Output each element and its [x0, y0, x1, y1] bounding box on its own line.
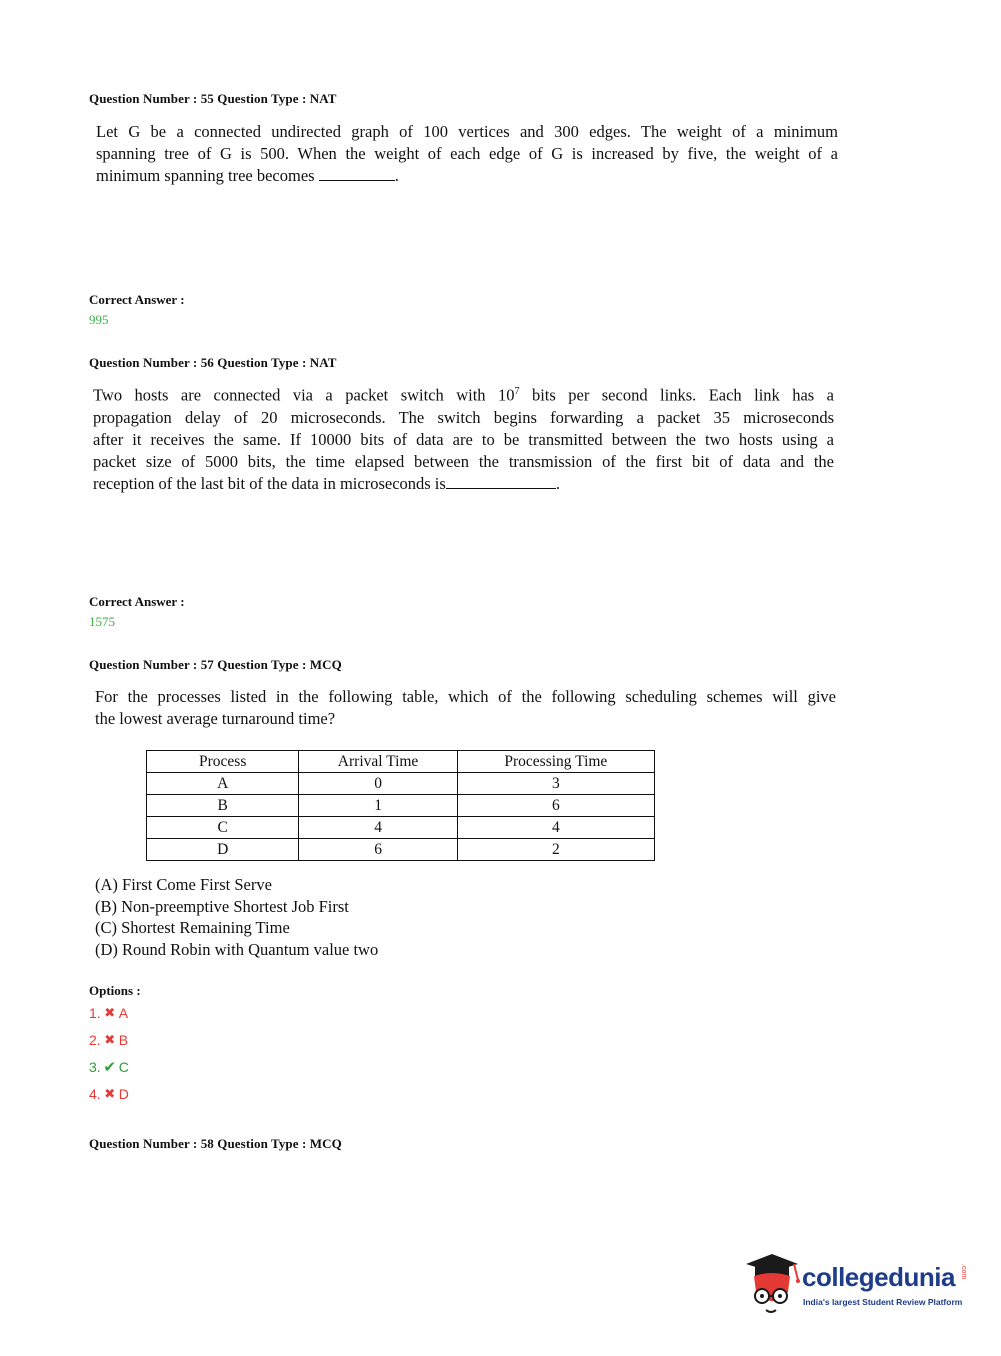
process-table [146, 750, 655, 861]
q56-exponent: 7 [514, 386, 520, 397]
q56-line5: reception of the last bit of the data in microseconds is [93, 473, 446, 493]
q56-answer-label: Correct Answer : [89, 594, 185, 609]
brand-tagline: India's largest Student Review Platform [803, 1297, 963, 1307]
option-value: D [118, 1085, 129, 1102]
option-value: C [118, 1058, 129, 1075]
option-row-3 [89, 1053, 129, 1080]
brand-suffix: .com [960, 1264, 967, 1280]
q55-answer-blank [319, 166, 395, 181]
option-number: 4. [89, 1085, 101, 1102]
option-value: B [118, 1031, 129, 1048]
q55-line3: minimum spanning tree becomes [96, 166, 315, 185]
cell-arrival: 0 [299, 773, 457, 795]
q56-answer-blank [446, 474, 556, 489]
collegedunia-logo [742, 1252, 967, 1320]
choice-c: (C) Shortest Remaining Time [95, 918, 290, 937]
q56-line2: propagation delay of 20 microseconds. The switch begins forwarding a packet 35 microseconds [93, 407, 834, 427]
q56-body [93, 381, 834, 495]
q56-period: . [555, 473, 560, 493]
choice-b: (B) Non-preemptive Shortest Job First [95, 896, 349, 916]
cell-arrival: 4 [299, 817, 457, 839]
q55-answer-label: Correct Answer : [89, 292, 185, 307]
cell-process: B [147, 795, 299, 817]
mascot-icon [742, 1252, 804, 1318]
q57-line1: For the processes listed in the following table, which of the following scheduling schemes will give [95, 687, 836, 706]
table-header-row [147, 751, 655, 773]
q57-line2: the lowest average turnaround time? [95, 709, 336, 728]
option-row-4 [89, 1080, 129, 1107]
cell-process: C [147, 817, 299, 839]
option-number: 2. [89, 1031, 101, 1048]
q57-options-label: Options : [89, 983, 141, 998]
option-number: 1. [89, 1004, 101, 1021]
option-row-1 [89, 999, 129, 1026]
q55-answer: 995 [89, 312, 109, 327]
option-row-2 [89, 1026, 129, 1053]
table-row [147, 795, 655, 817]
option-value: A [118, 1004, 129, 1021]
cell-processing: 4 [457, 817, 654, 839]
table-row [147, 817, 655, 839]
q55-body [96, 121, 838, 187]
q56-line3: after it receives the same. If 10000 bits of data are to be transmitted between the two hosts using a [93, 429, 834, 449]
cell-arrival: 1 [299, 795, 457, 817]
q57-choices [95, 874, 378, 960]
q55-line2: spanning tree of G is 500. When the weight of each edge of G is increased by five, the weight of a [96, 144, 838, 163]
q55-line1: Let G be a connected undirected graph of 100 vertices and 300 edges. The weight of a minimum [96, 122, 838, 141]
brand-name: collegedunia [802, 1262, 955, 1292]
table-row [147, 839, 655, 861]
header-processing-time: Processing Time [457, 751, 654, 773]
q57-options [89, 999, 129, 1107]
header-process: Process [147, 751, 299, 773]
q55-header: Question Number : 55 Question Type : NAT [89, 91, 337, 106]
choice-d: (D) Round Robin with Quantum value two [95, 939, 379, 959]
cell-process: A [147, 773, 299, 795]
q56-answer: 1575 [89, 614, 115, 629]
option-number: 3. [89, 1058, 101, 1075]
cross-icon: ✖ [104, 1031, 116, 1047]
q57-body [95, 686, 836, 730]
cell-arrival: 6 [299, 839, 457, 861]
q58-header: Question Number : 58 Question Type : MCQ [89, 1136, 342, 1151]
cross-icon: ✖ [104, 1004, 116, 1020]
cell-processing: 6 [457, 795, 654, 817]
choice-a: (A) First Come First Serve [95, 875, 272, 894]
cell-processing: 2 [457, 839, 654, 861]
header-arrival-time: Arrival Time [299, 751, 457, 773]
table-row [147, 773, 655, 795]
q55-period: . [394, 166, 399, 185]
cross-icon: ✖ [104, 1085, 116, 1101]
q56-line4: packet size of 5000 bits, the time elapsed between the transmission of the first bit of data and the [93, 451, 834, 471]
q56-header: Question Number : 56 Question Type : NAT [89, 355, 337, 370]
q57-header: Question Number : 57 Question Type : MCQ [89, 657, 342, 672]
cell-processing: 3 [457, 773, 654, 795]
q56-line1b: bits per second links. Each link has a [519, 385, 834, 405]
check-icon: ✔ [103, 1058, 116, 1076]
q56-line1a: Two hosts are connected via a packet switch with 10 [93, 385, 515, 405]
cell-process: D [147, 839, 299, 861]
